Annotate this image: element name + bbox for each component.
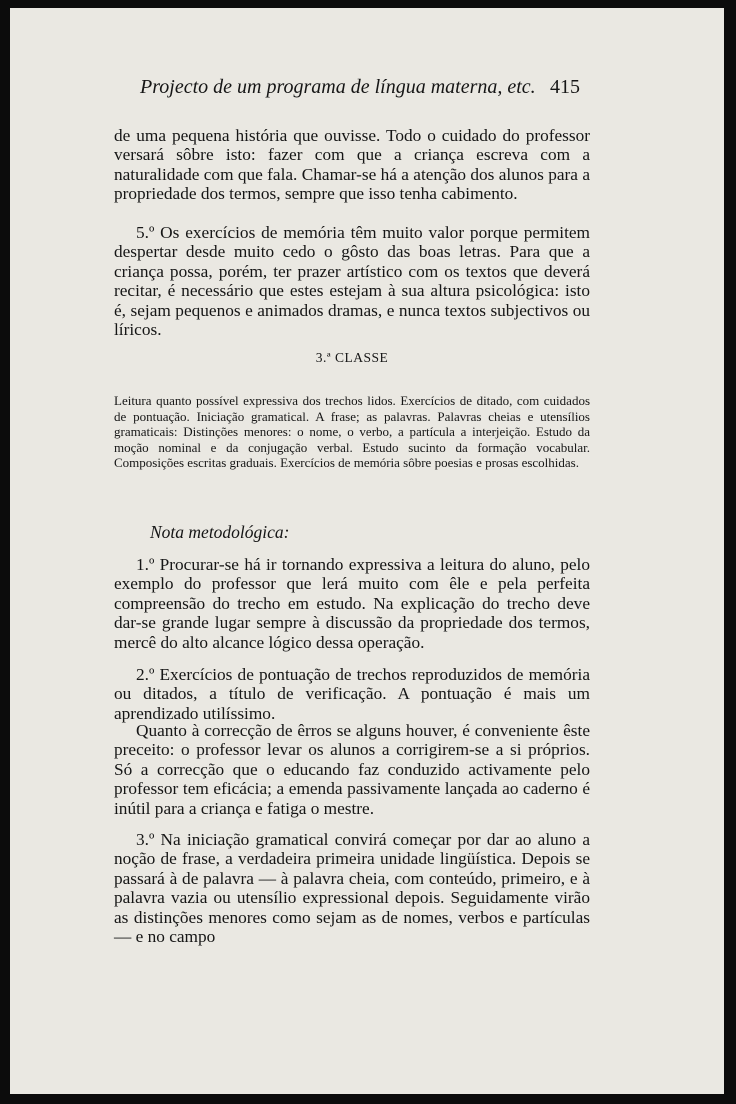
running-title: Projecto de um programa de língua materna, etc. [140, 76, 536, 98]
page-number: 415 [550, 76, 580, 98]
book-page [10, 8, 724, 1094]
paragraph-item-3: 3.º Na iniciação gramatical convirá começar por dar ao aluno a noção de frase, a verdadeira primeira unidade lingüística. Depois se passará à de palavra — à palavra cheia, com conteúdo, primeiro, e à palavra vazia ou utensílio expressional depois. Seguidamente virão as distinções menores como sejam as de nomes, verbos e partículas — e no campo [114, 830, 590, 947]
paragraph-item-5: 5.º Os exercícios de memória têm muito valor porque permitem despertar desde muito cedo o gôsto das boas letras. Para que a criança possa, porém, ter prazer artístico com os textos que deverá recitar, é necessário que estes estejam à sua altura psicológica: isto é, sejam pequenos e animados dramas, e nunca textos subjectivos ou líricos. [114, 223, 590, 340]
paragraph-continuation: de uma pequena história que ouvisse. Todo o cuidado do professor versará sôbre isto: fazer com que a criança escreva com a naturalidade com que fala. Chamar-se há a atenção dos alunos para a propriedade dos termos, sempre que isso tenha cabimento. [114, 126, 590, 204]
methodological-note-heading: Nota metodológica: [150, 522, 290, 542]
paragraph-item-1: 1.º Procurar-se há ir tornando expressiva a leitura do aluno, pelo exemplo do professor que lerá muito com êle e pela perfeita compreensão do trecho em estudo. Na explicação do trecho deve dar-se grande lugar sempre à discussão da propriedade dos termos, mercê do alto alcance lógico dessa operação. [114, 555, 590, 652]
paragraph-corrections: Quanto à correcção de êrros se alguns houver, é conveniente êste preceito: o professor levar os alunos a corrigirem-se a si próprios. Só a correcção que o educando faz conduzido activamente pelo professor tem eficácia; a emenda passivamente lançada ao caderno é inútil para a criança e fatiga o mestre. [114, 721, 590, 818]
running-header [140, 76, 580, 104]
section-heading: 3.ª CLASSE [315, 350, 389, 365]
paragraph-item-2: 2.º Exercícios de pontuação de trechos reproduzidos de memória ou ditados, a título de verificação. A pontuação é mais um aprendizado utilíssimo. [114, 665, 590, 723]
class-program-summary: Leitura quanto possível expressiva dos trechos lidos. Exercícios de ditado, com cuidados de pontuação. Iniciação gramatical. A frase; as palavras. Palavras cheias e utensílios gramaticais: Distinções menores: o nome, o verbo, a partícula a interjeição. Estudo da moção nominal e da conjugação verbal. Estudo sucinto da formação vocabular. Composições escritas graduais. Exercícios de memória sôbre poesias e prosas escolhidas. [114, 393, 590, 470]
